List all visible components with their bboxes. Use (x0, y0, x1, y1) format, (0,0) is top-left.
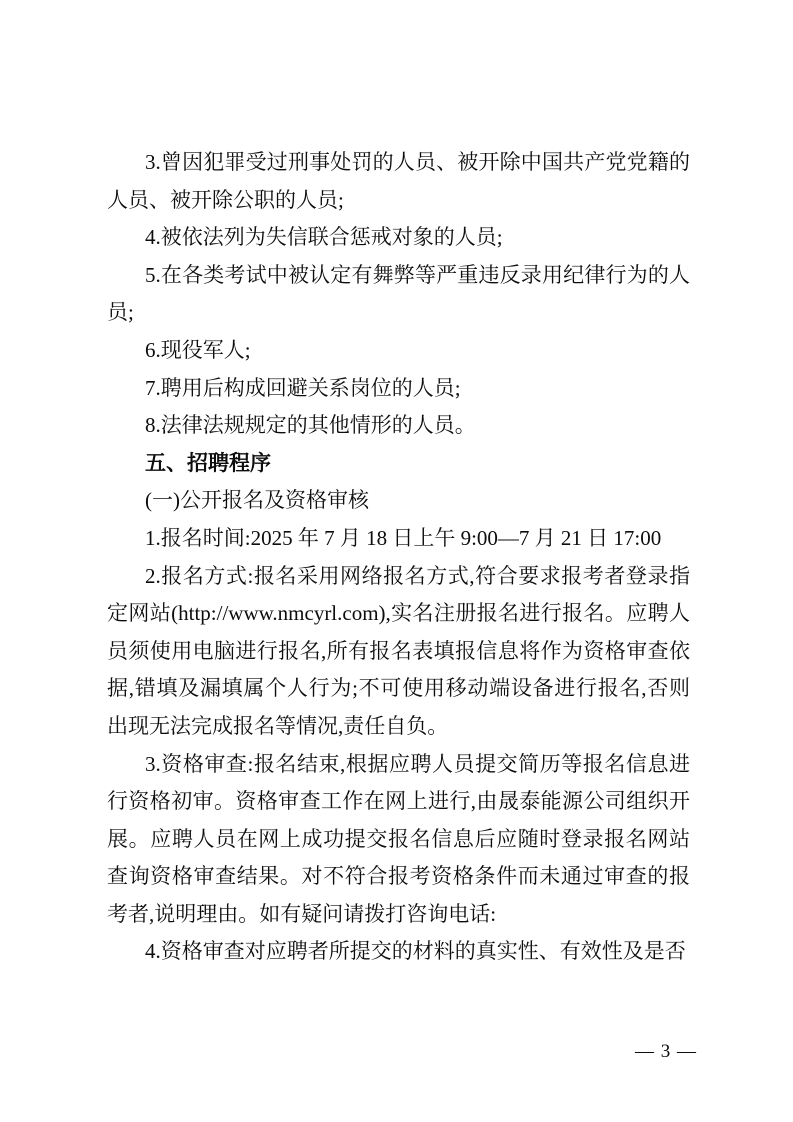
section-heading-recruitment-procedure: 五、招聘程序 (145, 451, 271, 475)
paragraph-qualification-review: 3.资格审查:报名结束,根据应聘人员提交简历等报名信息进行资格初审。资格审查工作在网上进行,由晟泰能源公司组织开展。应聘人员在网上成功提交报名信息后应随时登录报名网站查询资格审查结果。对不符合报考资格条件而未通过审查的报考者,说明理由。如有疑问请拨打咨询电话: (107, 751, 690, 926)
paragraph-disqualify-item-6: 6.现役军人; (145, 337, 251, 362)
document-body (107, 144, 690, 971)
paragraph-registration-method: 2.报名方式:报名采用网络报名方式,符合要求报考者登录指定网站(http://www.nmcyrl.com),实名注册报名进行报名。应聘人员须使用电脑进行报名,所有报名表填报信息将作为资格审查依据,错填及漏填属个人行为;不可使用移动端设备进行报名,否则出现无法完成报名等情况,责任自负。 (107, 563, 690, 738)
paragraph-disqualify-item-8: 8.法律法规规定的其他情形的人员。 (145, 413, 476, 438)
subsection-heading-registration-review: (一)公开报名及资格审核 (145, 488, 369, 513)
paragraph-disqualify-item-4: 4.被依法列为失信联合惩戒对象的人员; (145, 225, 503, 250)
paragraph-material-authenticity: 4.资格审查对应聘者所提交的材料的真实性、有效性及是否 (145, 939, 686, 964)
paragraph-disqualify-item-3: 3.曾因犯罪受过刑事处罚的人员、被开除中国共产党党籍的人员、被开除公职的人员; (107, 150, 690, 212)
paragraph-disqualify-item-7: 7.聘用后构成回避关系岗位的人员; (145, 375, 461, 400)
paragraph-registration-time: 1.报名时间:2025 年 7 月 18 日上午 9:00—7 月 21 日 17:00 (145, 525, 662, 550)
page-number: — 3 — (635, 1041, 697, 1062)
paragraph-disqualify-item-5: 5.在各类考试中被认定有舞弊等严重违反录用纪律行为的人员; (107, 262, 690, 325)
